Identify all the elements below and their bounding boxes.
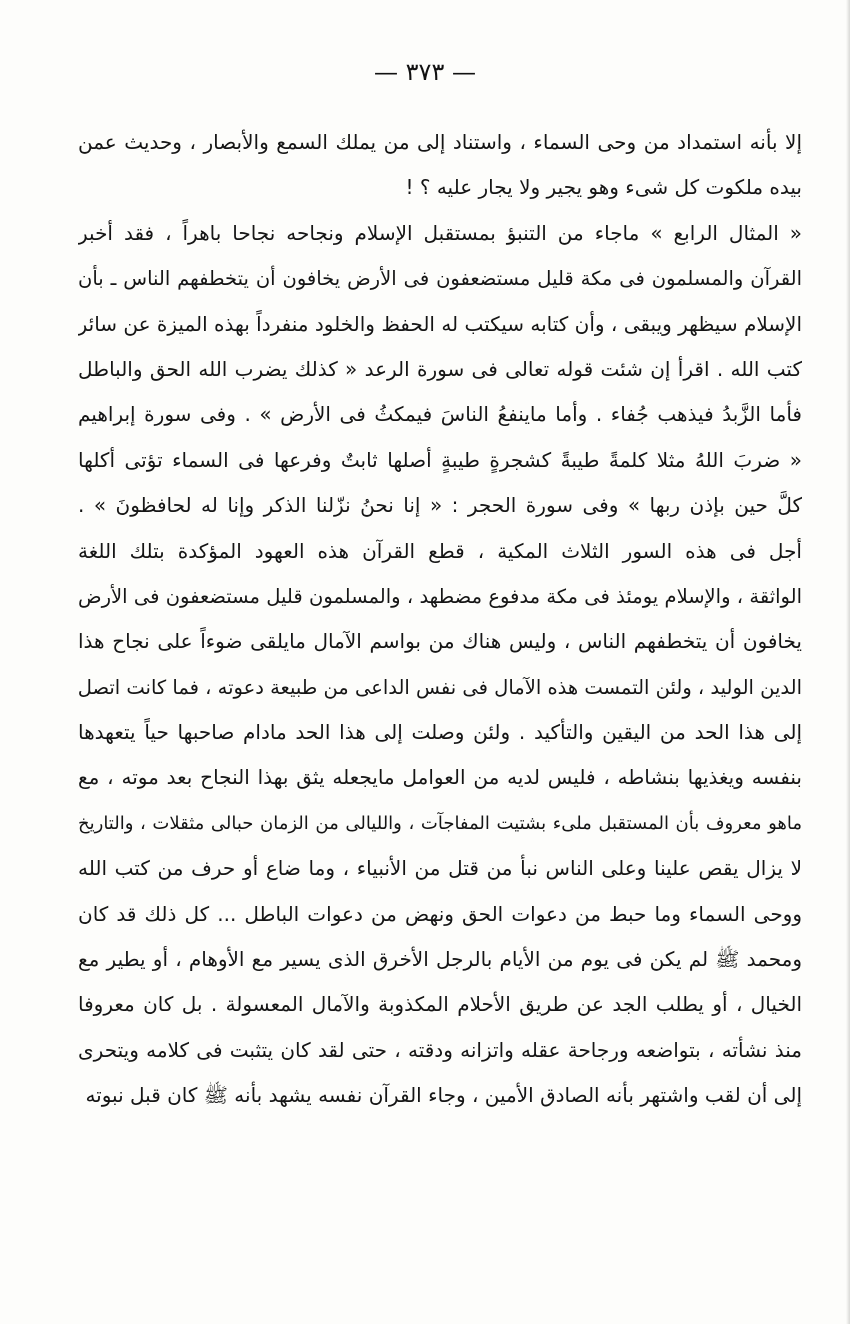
text-line: « المثال الرابع » ماجاء من التنبؤ بمستقبل الإسلام ونجاحه نجاحا باهراً ، فقد أخبر (78, 220, 802, 245)
text-line: منذ نشأته ، بتواضعه ورجاحة عقله واتزانه ودقته ، حتى لقد كان يتثبت فى كلامه ويتحرى (78, 1037, 802, 1062)
text-line: إلى أن لقب واشتهر بأنه الصادق الأمين ، وجاء القرآن نفسه يشهد بأنه ﷺ كان قبل نبوته (85, 1083, 802, 1108)
body-text (78, 120, 802, 1119)
text-line: إلا بأنه استمداد من وحى السماء ، واستناد إلى من يملك السمع والأبصار ، وحديث عمن (78, 130, 802, 154)
text-line: كلَّ حين بإذن ربها » وفى سورة الحجر : « إنا نحنُ نزّلنا الذكر وإنا له لحافظونَ » . (78, 493, 802, 518)
text-line: أجل فى هذه السور الثلاث المكية ، قطع القرآن هذه العهود المؤكدة بتلك اللغة (78, 538, 802, 563)
text-line: ووحى السماء وما حبط من دعوات الحق ونهض من دعوات الباطل ... كل ذلك قد كان (78, 901, 802, 926)
text-line: كتب الله . اقرأ إن شئت قوله تعالى فى سورة الرعد « كذلك يضرب الله الحق والباطل (78, 356, 802, 381)
text-line: الخيال ، أو يطلب الجد عن طريق الأحلام المكذوبة والآمال المعسولة . بل كان معروفا (78, 992, 802, 1017)
text-line: القرآن والمسلمون فى مكة قليل مستضعفون فى الأرض يخافون أن يتخطفهم الناس ـ بأن (78, 267, 802, 291)
text-line: فأما الزَّبدُ فيذهب جُفاء . وأما ماينفعُ الناسَ فيمكثُ فى الأرض » . وفى سورة إبراهيم (78, 402, 802, 427)
text-line: بنفسه ويغذيها بنشاطه ، فليس لديه من العوامل مايجعله يثق بهذا النجاح بعد موته ، مع (78, 765, 802, 790)
text-line: يخافون أن يتخطفهم الناس ، وليس هناك من بواسم الآمال مايلقى ضوءاً على نجاح هذا (78, 629, 802, 654)
text-line: الواثقة ، والإسلام يومئذ فى مكة مدفوع مضطهد ، والمسلمون قليل مستضعفون فى الأرض (78, 584, 802, 608)
text-line: ومحمد ﷺ لم يكن فى يوم من الأيام بالرجل الأخرق الذى يسير مع الأوهام ، أو يطير مع (78, 947, 802, 972)
scan-edge (846, 0, 850, 1324)
text-line: الدين الوليد ، ولئن التمست هذه الآمال فى نفس الداعى من طبيعة دعوته ، فما كانت اتصل (78, 675, 802, 699)
text-line: لا يزال يقص علينا وعلى الناس نبأ من قتل من الأنبياء ، وما ضاع أو حرف من كتب الله (78, 856, 802, 881)
text-line: بيده ملكوت كل شىء وهو يجير ولا يجار عليه ؟ ! (405, 175, 802, 200)
text-line: الإسلام سيظهر ويبقى ، وأن كتابه سيكتب له الحفظ والخلود منفرداً بهذه الميزة عن سائر (78, 311, 802, 336)
text-line: إلى هذا الحد من اليقين والتأكيد . ولئن وصلت إلى هذا الحد مادام صاحبها حياً يتعهدها (78, 720, 802, 745)
text-line: ماهو معروف بأن المستقبل ملىء بشتيت المفاجآت ، والليالى من الزمان حبالى مثقلات ، والتاريخ (78, 812, 802, 834)
page-number: — ٣٧٣ — (374, 58, 476, 86)
text-line: « ضربَ اللهُ مثلا كلمةً طيبةً كشجرةٍ طيبةٍ أصلها ثابتٌ وفرعها فى السماء تؤتى أكلها (78, 447, 802, 472)
